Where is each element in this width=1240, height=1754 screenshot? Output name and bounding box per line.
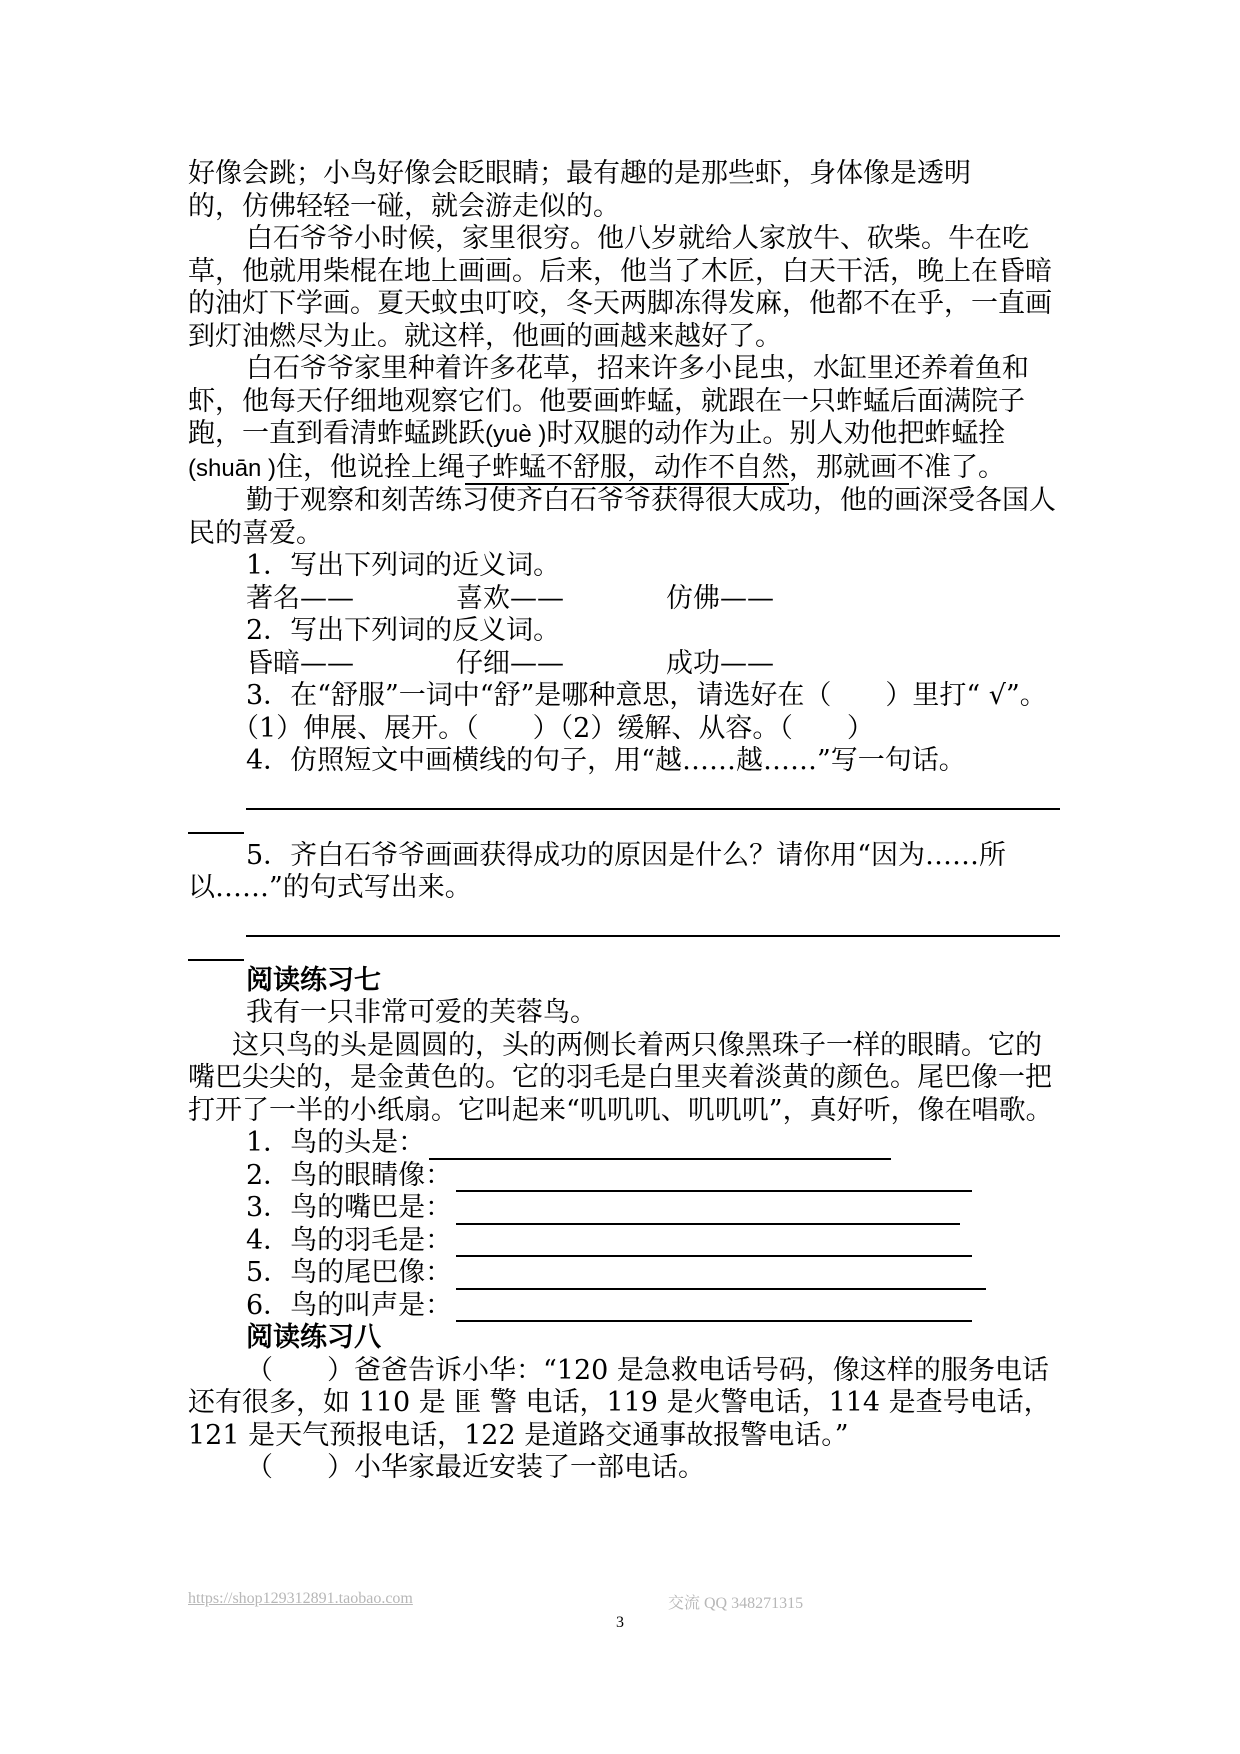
footer-contact: 交流 QQ 348271315 — [668, 1595, 804, 1612]
document-body — [188, 158, 1060, 1485]
bird-answer-4[interactable] — [456, 1229, 972, 1257]
answer-line-4-tail — [188, 810, 244, 834]
story-continued-line-2: 的，仿佛轻轻一碰，就会游走似的。 — [188, 190, 620, 222]
section-8-paragraph-1: （ ）爸爸告诉小华：“120 是急救电话号码，像这样的服务电话还有很多，如 110 是 匪 警 电话，119 是火警电话，114 是查号电话，121 是天气预报电话，122 是道路交通事故报警电话。” — [188, 1354, 1051, 1451]
bird-answer-1[interactable] — [429, 1132, 891, 1160]
bird-answer-3[interactable] — [456, 1197, 960, 1225]
question-3: 3．在“舒服”一词中“舒”是哪种意思，请选好在（ ）里打“ √”。 — [246, 680, 1047, 711]
section-7-paragraph: 这只鸟的头是圆圆的，头的两侧长着两只像黑珠子一样的眼睛。它的嘴巴尖尖的，是金黄色的。它的羽毛是白里夹着淡黄的颜色。尾巴像一把打开了一半的小纸扇。它叫起来“叽叽叽、叽叽叽”，真好听，像在唱歌。 — [188, 1029, 1053, 1126]
question-2-words — [188, 648, 1060, 681]
bird-answer-5[interactable] — [456, 1262, 986, 1290]
antonym-word-2: 仔细—— — [456, 647, 564, 679]
bird-question-6: 6．鸟的叫声是： — [188, 1290, 1060, 1323]
story-paragraph-observation: 白石爷爷家里种着许多花草，招来许多小昆虫，水缸里还养着鱼和虾，他每天仔细地观察它们。他要画蚱蜢，就跟在一只蚱蜢后面满院子跑，一直到看清蚱蜢跳跃(yuè )时双腿的动作为止。别人劝他把蚱蜢拴(shuān )住，他说拴上绳子蚱蜢不舒服，动作不自然，那就画不准了。 — [188, 353, 1029, 483]
answer-line-5[interactable] — [246, 905, 1060, 937]
story-continued-line-1: 好像会跳；小鸟好像会眨眼睛；最有趣的是那些虾，身体像是透明 — [188, 158, 971, 189]
underlined-sentence: 子蚱蜢不舒服，动作不自然 — [465, 451, 790, 483]
question-1-words — [188, 583, 1060, 616]
question-5: 5．齐白石爷爷画画获得成功的原因是什么？请你用“因为……所以……”的句式写出来。 — [188, 839, 1006, 903]
answer-line-4[interactable] — [246, 778, 1060, 810]
question-3-options: （1）伸展、展开。（ ）（2）缓解、从容。（ ） — [232, 712, 874, 744]
synonym-word-2: 喜欢—— — [456, 582, 564, 614]
bird-answer-2[interactable] — [456, 1164, 972, 1192]
section-8-paragraph-2: （ ）小华家最近安装了一部电话。 — [246, 1452, 705, 1483]
bird-question-5: 5．鸟的尾巴像： — [188, 1257, 1060, 1290]
footer-shop-link[interactable]: https://shop129312891.taobao.com — [188, 1590, 413, 1607]
bird-answer-6[interactable] — [456, 1294, 972, 1322]
synonym-word-3: 仿佛—— — [666, 582, 774, 614]
bird-question-3: 3．鸟的嘴巴是： — [188, 1192, 1060, 1225]
synonym-word-1: 著名—— — [246, 582, 354, 614]
question-4: 4．仿照短文中画横线的句子，用“越……越……”写一句话。 — [246, 745, 966, 776]
antonym-word-1: 昏暗—— — [246, 647, 354, 679]
bird-question-4: 4．鸟的羽毛是： — [188, 1225, 1060, 1258]
question-1: 1．写出下列词的近义词。 — [246, 550, 561, 581]
section-7-intro: 我有一只非常可爱的芙蓉鸟。 — [246, 997, 597, 1028]
story-paragraph-childhood: 白石爷爷小时候，家里很穷。他八岁就给人家放牛、砍柴。牛在吃草，他就用柴棍在地上画画。后来，他当了木匠，白天干活，晚上在昏暗的油灯下学画。夏天蚊虫叮咬，冬天两脚冻得发麻，他都不在乎，一直画到灯油燃尽为止。就这样，他画的画越来越好了。 — [188, 223, 1052, 352]
page-number: 3 — [616, 1614, 624, 1631]
story-paragraph-conclusion: 勤于观察和刻苦练习使齐白石爷爷获得很大成功，他的画深受各国人民的喜爱。 — [188, 485, 1056, 549]
bird-question-2: 2．鸟的眼睛像： — [188, 1160, 1060, 1193]
antonym-word-3: 成功—— — [666, 647, 774, 679]
pinyin-shuan: (shuān ) — [188, 454, 277, 482]
question-2: 2．写出下列词的反义词。 — [246, 615, 561, 646]
pinyin-yue: (yuè ) — [485, 421, 547, 448]
answer-line-5-tail — [188, 937, 244, 961]
bird-question-1: 1．鸟的头是： — [188, 1127, 1060, 1160]
section-8-title: 阅读练习八 — [246, 1322, 381, 1353]
section-7-title: 阅读练习七 — [246, 964, 381, 996]
